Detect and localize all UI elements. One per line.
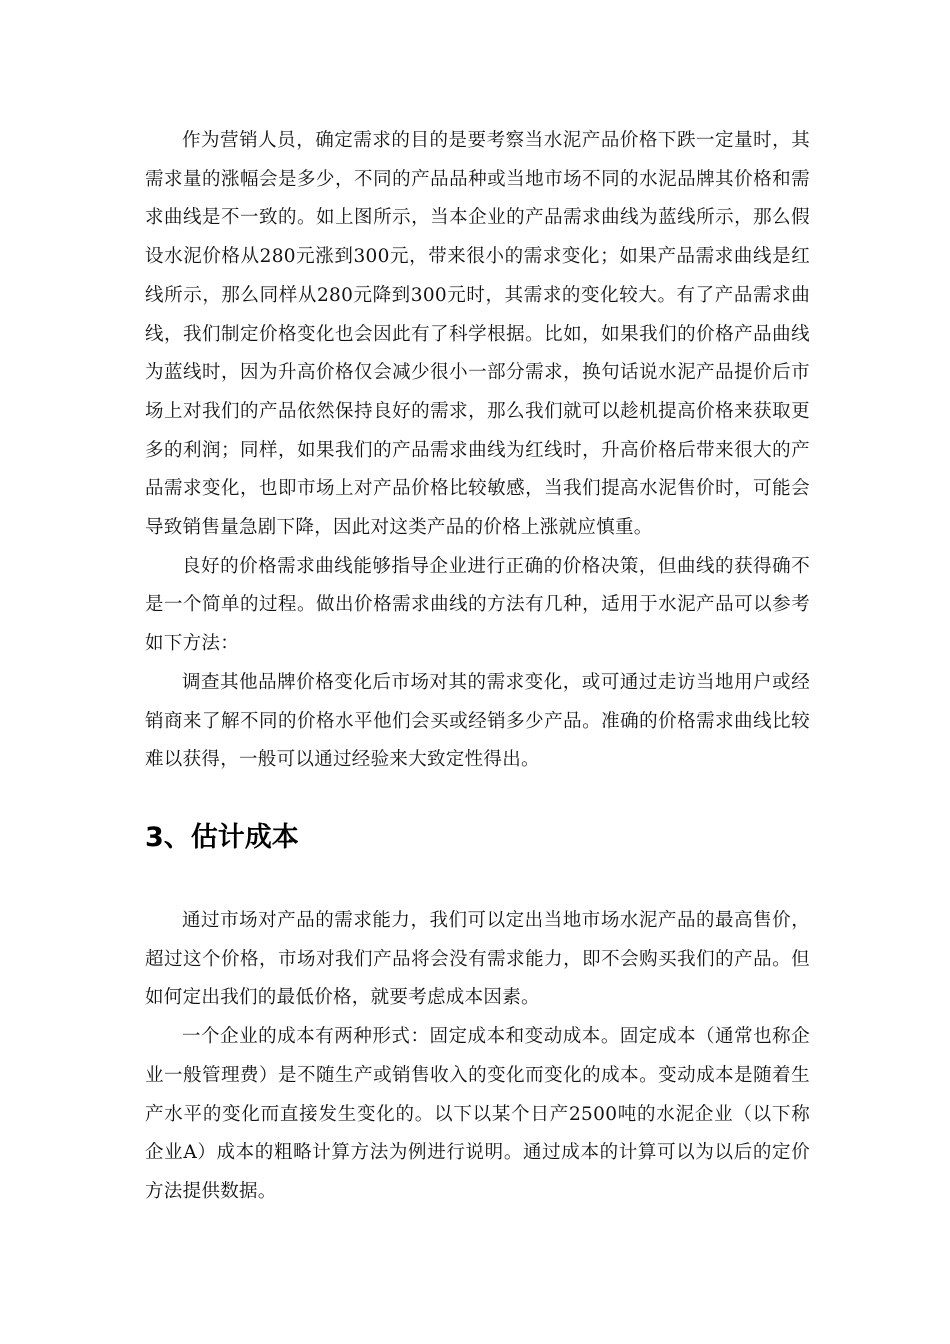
paragraph-demand-purpose: 作为营销人员，确定需求的目的是要考察当水泥产品价格下跌一定量时，其需求量的涨幅会是多少，不同的产品品种或当地市场不同的水泥品牌其价格和需求曲线是不一致的。如上图所示，当本企业的产品需求曲线为蓝线所示，那么假设水泥价格从280元涨到300元，带来很小的需求变化；如果产品需求曲线是红线所示，那么同样从280元降到300元时，其需求的变化较大。有了产品需求曲线，我们制定价格变化也会因此有了科学根据。比如，如果我们的价格产品曲线为蓝线时，因为升高价格仅会减少很小一部分需求，换句话说水泥产品提价后市场上对我们的产品依然保持良好的需求，那么我们就可以趁机提高价格来获取更多的利润；同样，如果我们的产品需求曲线为红线时，升高价格后带来很大的产品需求变化，也即市场上对产品价格比较敏感，当我们提高水泥售价时，可能会导致销售量急剧下降，因此对这类产品的价格上涨就应慎重。 [145, 130, 810, 539]
demand-curve-section [145, 122, 810, 780]
document-body [145, 122, 810, 1202]
section-heading-wrapper [145, 818, 810, 858]
paragraph-cost-types: 一个企业的成本有两种形式：固定成本和变动成本。固定成本（通常也称企业一般管理费）是不随生产或销售收入的变化而变化的成本。变动成本是随着生产水平的变化而直接发生变化的。以下以某个日产2500吨的水泥企业（以下称企业A）成本的粗略计算方法为例进行说明。通过成本的计算可以为以后的定价方法提供数据。 [145, 1026, 810, 1202]
paragraph-max-price: 通过市场对产品的需求能力，我们可以定出当地市场水泥产品的最高售价，超过这个价格，市场对我们产品将会没有需求能力，即不会购买我们的产品。但如何定出我们的最低价格，就要考虑成本因素。 [145, 910, 810, 1009]
paragraph-survey-method: 调查其他品牌价格变化后市场对其的需求变化，或可通过走访当地用户或经销商来了解不同的价格水平他们会买或经销多少产品。准确的价格需求曲线比较难以获得，一般可以通过经验来大致定性得出。 [145, 671, 810, 771]
paragraph-curve-methods: 良好的价格需求曲线能够指导企业进行正确的价格决策，但曲线的获得确不是一个简单的过程。做出价格需求曲线的方法有几种，适用于水泥产品可以参考如下方法： [145, 555, 810, 655]
cost-section [145, 902, 810, 1212]
section-heading-estimate-cost: 3、估计成本 [145, 822, 299, 853]
